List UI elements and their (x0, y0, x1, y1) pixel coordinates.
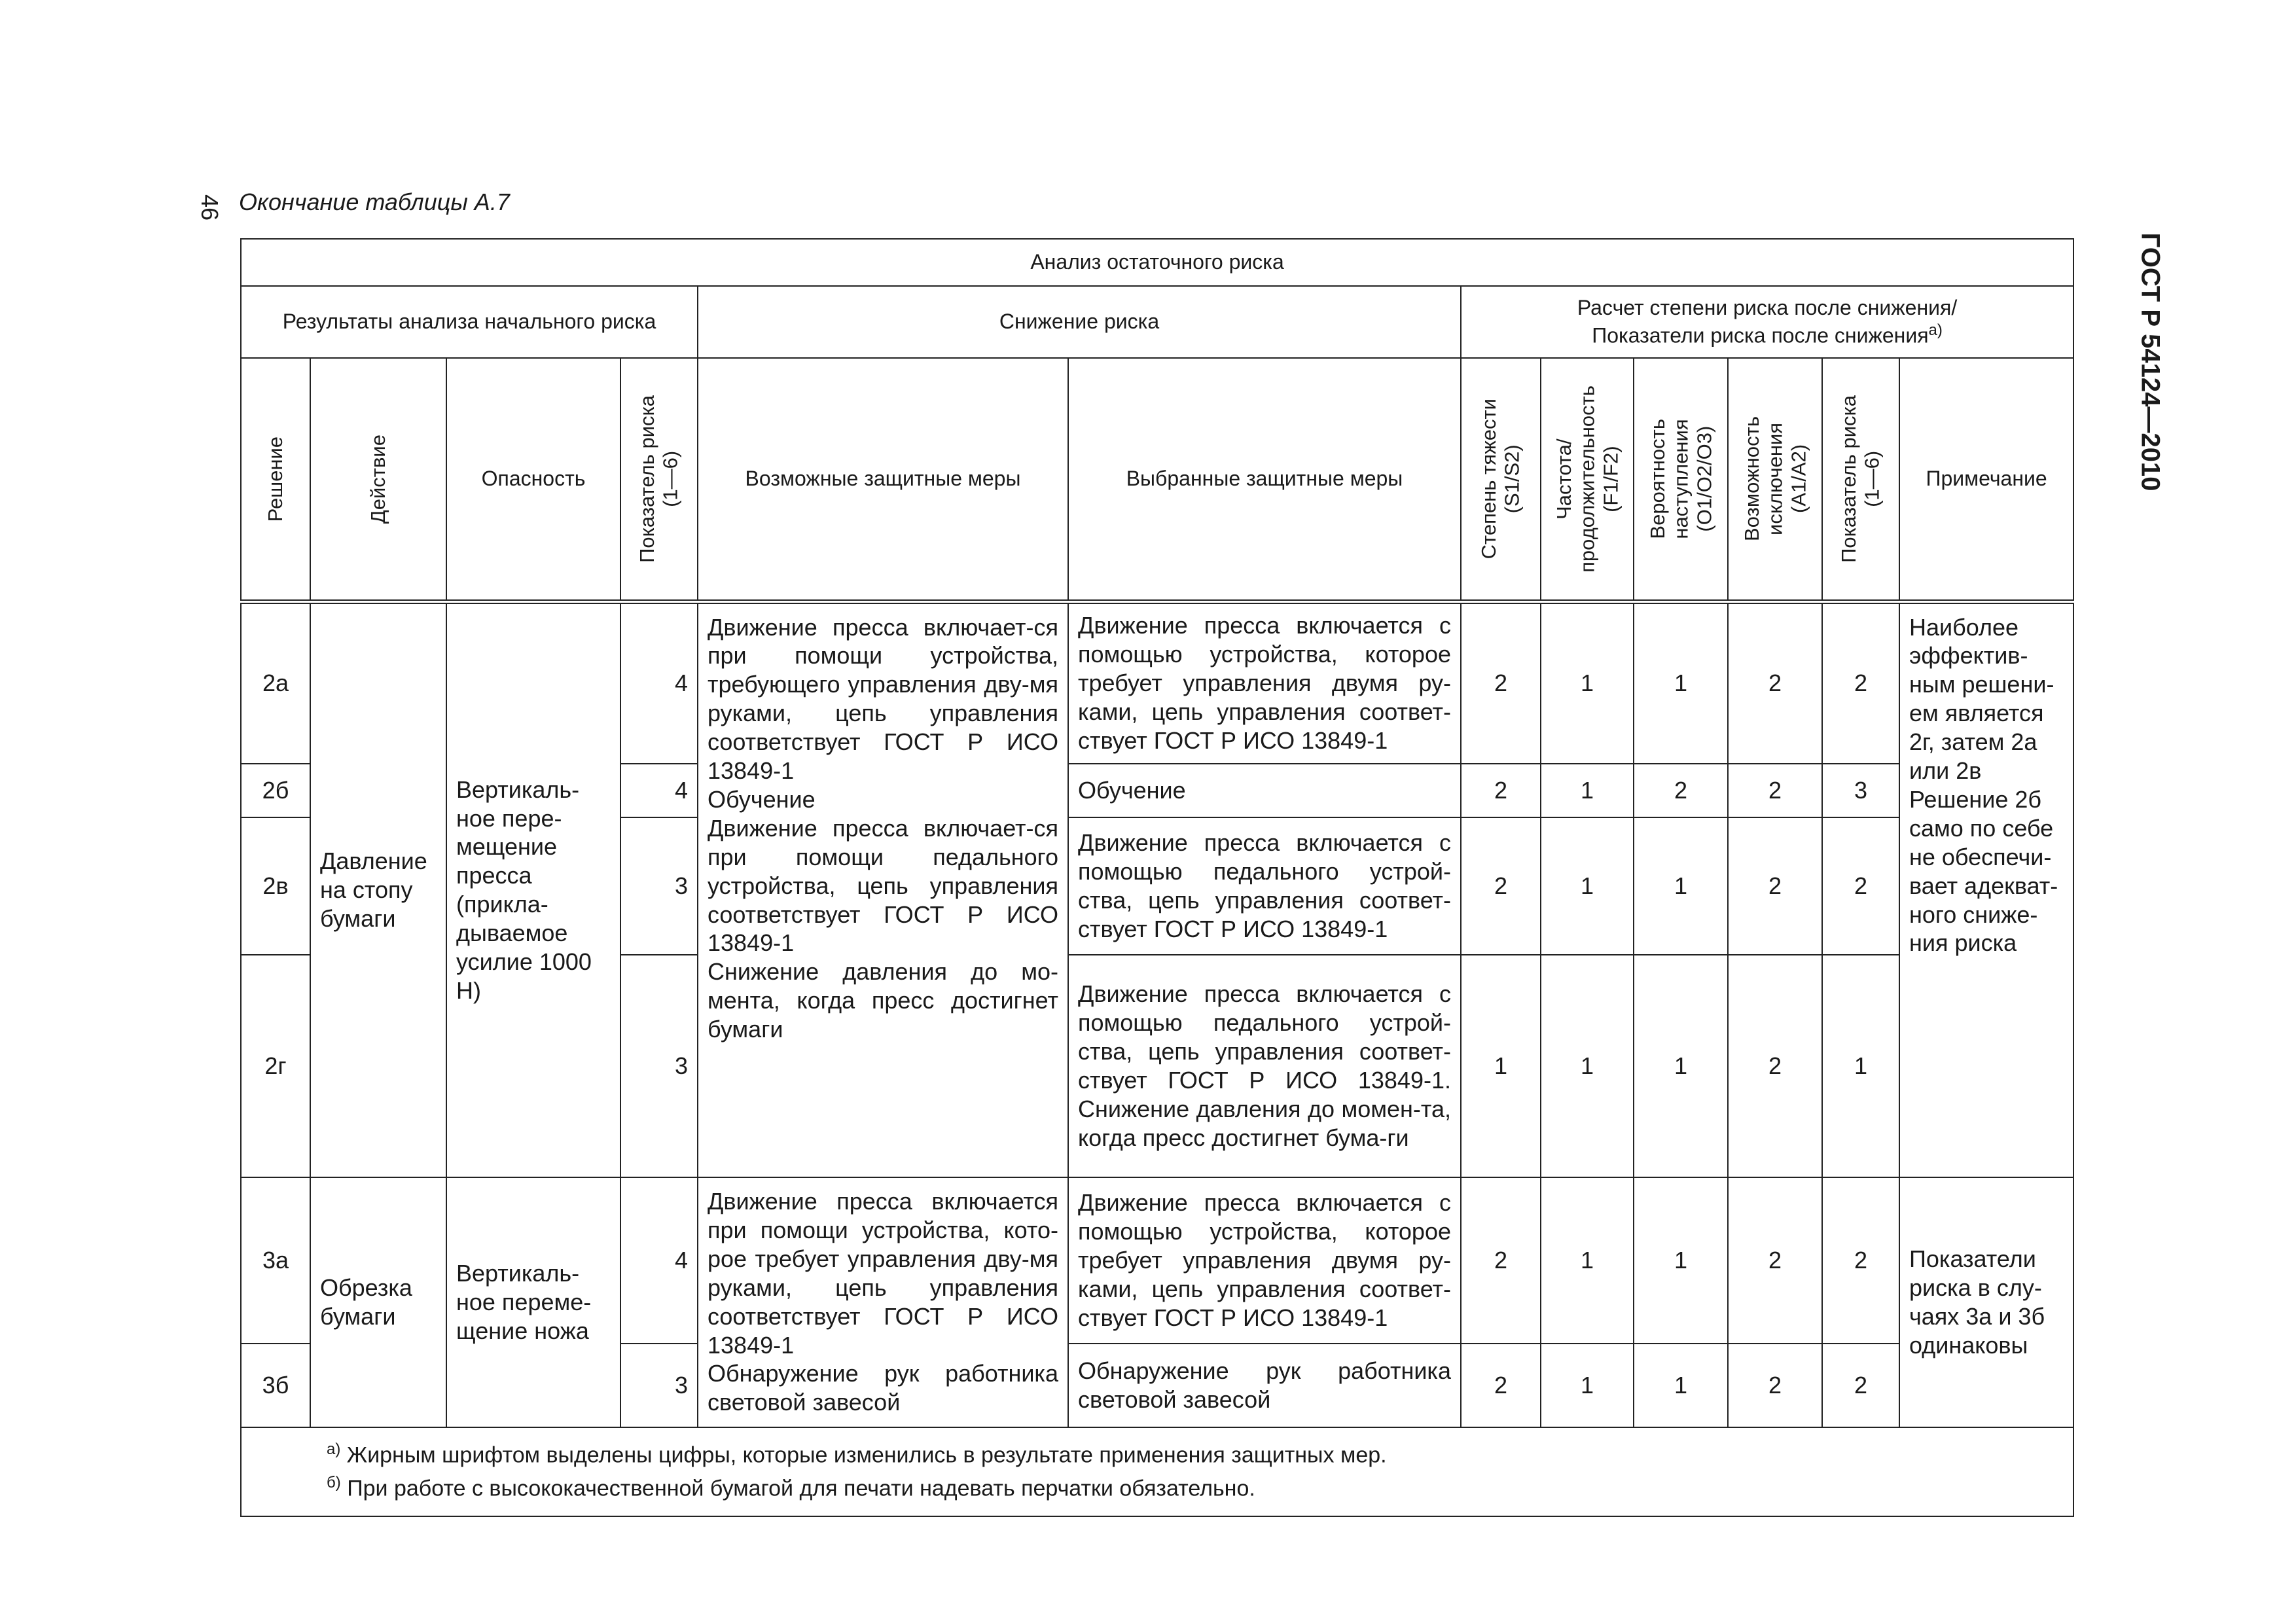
decision-cell: 3б (241, 1344, 310, 1427)
action-cell: Обрезка бумаги (310, 1177, 446, 1427)
footnote-b: $^{б)}$ При работе с высококачественной бумагой для печати надевать перчатки обязательно. (327, 1473, 1255, 1501)
page-number: 46 (196, 194, 224, 221)
avoidance-cell: 2 (1728, 1344, 1822, 1427)
group-initial-risk: Результаты анализа начального риска (241, 286, 698, 358)
probability-cell: 1 (1634, 817, 1728, 955)
selected-measures-cell: Обучение (1068, 764, 1461, 817)
col-risk-after: Показатель риска (1—6) (1822, 358, 1899, 601)
col-risk-index: Показатель риска (1—6) (620, 358, 698, 601)
group-risk-reduction: Снижение риска (698, 286, 1461, 358)
frequency-cell: 1 (1541, 601, 1634, 764)
col-possible-measures: Возможные защитные меры (698, 358, 1068, 601)
risk-after-cell: 2 (1822, 817, 1899, 955)
footnote-mark-a: а) (1928, 321, 1943, 340)
selected-measures-cell: Движение пресса включается с помощью устройства, которое требует управления двумя ру-ками, цепь управления соответ-ствует ГОСТ Р ИСО 13849-1 (1068, 1177, 1461, 1344)
risk-index-cell: 4 (620, 764, 698, 817)
table-footnotes (241, 1427, 2073, 1516)
selected-measures-cell: Движение пресса включается с помощью педального устрой-ства, цепь управления соответ-ствует ГОСТ Р ИСО 13849-1. Снижение давления до момен-та, когда пресс достигнет бума-ги (1068, 955, 1461, 1177)
severity-cell: 2 (1461, 1177, 1541, 1344)
col-avoidance: Возможность исключения (A1/A2) (1728, 358, 1822, 601)
risk-after-cell: 3 (1822, 764, 1899, 817)
probability-cell: 1 (1634, 955, 1728, 1177)
severity-cell: 2 (1461, 601, 1541, 764)
risk-after-cell: 2 (1822, 1344, 1899, 1427)
frequency-cell: 1 (1541, 764, 1634, 817)
risk-after-cell: 2 (1822, 601, 1899, 764)
col-note: Примечание (1899, 358, 2073, 601)
residual-risk-table (240, 238, 2074, 1517)
avoidance-cell: 2 (1728, 601, 1822, 764)
decision-cell: 2а (241, 601, 310, 764)
note-cell: Наиболее эффектив-ным решени-ем является 2г, затем 2а или 2в Решение 2б само по себе не обеспечи-вает адекват-ного сниже-ния риска (1899, 601, 2073, 1177)
table-caption: Окончание таблицы А.7 (239, 188, 510, 215)
col-action: Действие (310, 358, 446, 601)
probability-cell: 1 (1634, 601, 1728, 764)
risk-index-cell: 3 (620, 955, 698, 1177)
table-row (241, 601, 2073, 764)
col-decision: Решение (241, 358, 310, 601)
col-probability: Вероятность наступления (O1/O2/O3) (1634, 358, 1728, 601)
selected-measures-cell: Обнаружение рук работника световой завесой (1068, 1344, 1461, 1427)
group-risk-after: Расчет степени риска после снижения/ Показатели риска после снижения$^{а)}$ (1461, 286, 2073, 358)
table-row (241, 1177, 2073, 1344)
frequency-cell: 1 (1541, 1177, 1634, 1344)
col-selected-measures: Выбранные защитные меры (1068, 358, 1461, 601)
note-cell: Показатели риска в слу-чаях 3а и 3б одинаковы (1899, 1177, 2073, 1427)
action-cell: Давление на стопу бумаги (310, 601, 446, 1177)
col-frequency: Частота/ продолжительность (F1/F2) (1541, 358, 1634, 601)
risk-index-cell: 4 (620, 601, 698, 764)
footnote-a: $^{а)}$ Жирным шрифтом выделены цифры, которые изменились в результате применения защитных мер. (327, 1440, 1387, 1468)
decision-cell: 2б (241, 764, 310, 817)
hazard-cell: Вертикаль-ное переме-щение ножа (446, 1177, 620, 1427)
severity-cell: 1 (1461, 955, 1541, 1177)
severity-cell: 2 (1461, 817, 1541, 955)
avoidance-cell: 2 (1728, 764, 1822, 817)
decision-cell: 2в (241, 817, 310, 955)
frequency-cell: 1 (1541, 955, 1634, 1177)
severity-cell: 2 (1461, 764, 1541, 817)
avoidance-cell: 2 (1728, 1177, 1822, 1344)
document-id: ГОСТ Р 54124—2010 (2136, 232, 2165, 491)
frequency-cell: 1 (1541, 817, 1634, 955)
table-title: Анализ остаточного риска (241, 239, 2073, 286)
possible-measures-cell: Движение пресса включает-ся при помощи устройства, требующего управления дву-мя руками, цепь управления соответствует ГОСТ Р ИСО 13849-1 Обучение Движение пресса включает-ся при помощи педального устройства, цепь управления соответствует ГОСТ Р ИСО 13849-1 Снижение давления до мо-мента, когда пресс достигнет бумаги (698, 601, 1068, 1177)
risk-after-cell: 2 (1822, 1177, 1899, 1344)
frequency-cell: 1 (1541, 1344, 1634, 1427)
severity-cell: 2 (1461, 1344, 1541, 1427)
possible-measures-cell: Движение пресса включается при помощи устройства, кото-рое требует управления дву-мя руками, цепь управления соответствует ГОСТ Р ИСО 13849-1 Обнаружение рук работника световой завесой (698, 1177, 1068, 1427)
hazard-cell: Вертикаль-ное пере-мещение пресса (прикла-дываемое усилие 1000 Н) (446, 601, 620, 1177)
risk-after-cell: 1 (1822, 955, 1899, 1177)
decision-cell: 2г (241, 955, 310, 1177)
risk-index-cell: 3 (620, 817, 698, 955)
risk-index-cell: 3 (620, 1344, 698, 1427)
decision-cell: 3а (241, 1177, 310, 1344)
avoidance-cell: 2 (1728, 817, 1822, 955)
probability-cell: 1 (1634, 1177, 1728, 1344)
probability-cell: 1 (1634, 1344, 1728, 1427)
probability-cell: 2 (1634, 764, 1728, 817)
avoidance-cell: 2 (1728, 955, 1822, 1177)
col-hazard: Опасность (446, 358, 620, 601)
col-severity: Степень тяжести (S1/S2) (1461, 358, 1541, 601)
selected-measures-cell: Движение пресса включается с помощью устройства, которое требует управления двумя ру-ками, цепь управления соответ-ствует ГОСТ Р ИСО 13849-1 (1068, 601, 1461, 764)
risk-index-cell: 4 (620, 1177, 698, 1344)
selected-measures-cell: Движение пресса включается с помощью педального устрой-ства, цепь управления соответ-ствует ГОСТ Р ИСО 13849-1 (1068, 817, 1461, 955)
